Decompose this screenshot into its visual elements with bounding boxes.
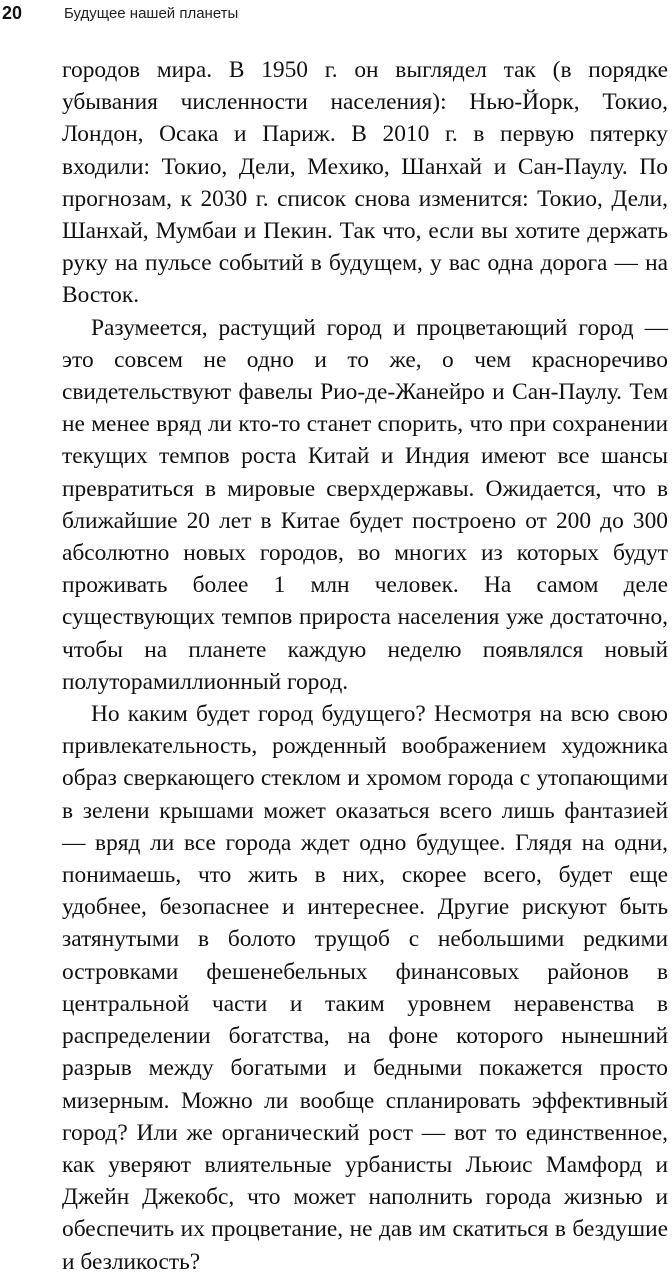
page-number: 20 xyxy=(2,2,23,23)
body-text xyxy=(62,54,668,1278)
paragraph-continuation: городов мира. В 1950 г. он выглядел так (в порядке убывания численности населения): Нью-Йорк, Токио, Лондон, Осака и Париж. В 2010 г. в первую пятерку входили: Токио, Дели, Мехико, Шанхай и Сан-Паулу. По прогнозам, к 2030 г. список снова изменится: Токио, Дели, Шанхай, Мумбаи и Пекин. Так что, если вы хотите держать руку на пульсе событий в будущем, у вас одна дорога — на Восток. xyxy=(62,57,668,309)
paragraph-growing-cities: Разумеется, растущий город и процветающий город — это совсем не одно и то же, о чем красноречиво свидетельствуют фавелы Рио-де-Жанейро и Сан-Паулу. Тем не менее вряд ли кто-то станет спорить, что при сохранении текущих темпов роста Китай и Индия имеют все шансы превратиться в мировые сверхдержавы. Ожидается, что в ближайшие 20 лет в Китае будет построено от 200 до 300 абсолютно новых городов, во многих из которых будут проживать более 1 млн человек. На самом деле существующих темпов прироста населения уже достаточно, чтобы на планете каждую неделю появлялся новый полуторамиллионный город. xyxy=(62,314,668,695)
paragraph-city-of-future: Но каким будет город будущего? Несмотря на всю свою привлекательность, рожденный воображением художника образ сверкающего стеклом и хромом города с утопающими в зелени крышами может оказаться всего лишь фантазией — вряд ли все города ждет одно будущее. Глядя на одни, понимаешь, что жить в них, скорее всего, будет еще удобнее, безопаснее и интереснее. Другие рискуют быть затянутыми в болото трущоб с небольшими редкими островками фешенебельных финансовых районов в центральной части и таким уровнем неравенства в распределении богатства, на фоне которого нынешний разрыв между богатыми и бедными покажется просто мизерным. Можно ли вообще спланировать эффективный город? Или же органический рост — вот то единственное, как уверяют влиятельные урбанисты Льюис Мамфорд и Джейн Джекобс, что может наполнить города жизнью и обеспечить их процветание, не дав им скатиться в бездушие и безликость? xyxy=(62,701,668,1275)
page-header xyxy=(0,2,238,24)
running-title: Будущее нашей планеты xyxy=(64,4,239,22)
